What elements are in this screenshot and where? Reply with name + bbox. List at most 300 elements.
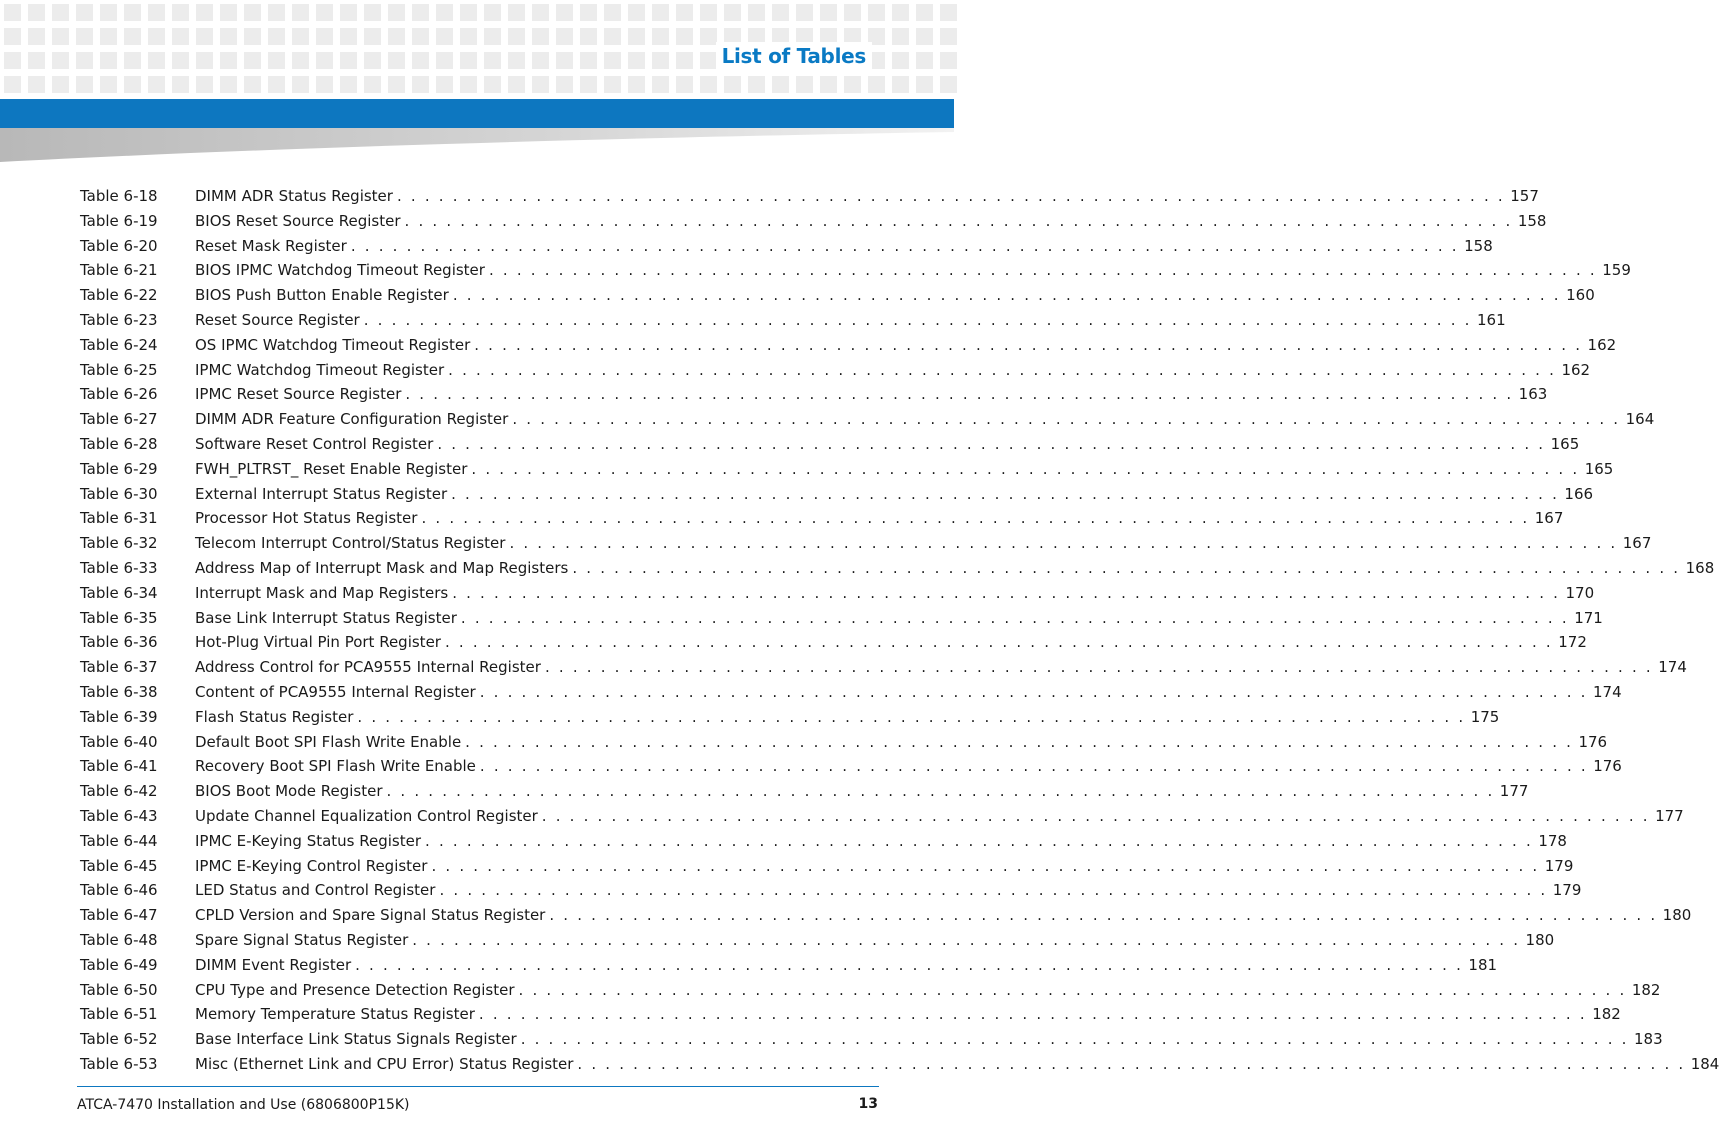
pattern-square xyxy=(508,52,525,69)
toc-entry-title: Spare Signal Status Register xyxy=(195,930,409,949)
toc-entry[interactable] xyxy=(80,209,1547,234)
pattern-square xyxy=(316,76,333,93)
toc-entry[interactable] xyxy=(80,730,1608,755)
footer-page-number: 13 xyxy=(858,1096,878,1112)
toc-entry-page: 168 xyxy=(1685,558,1715,577)
pattern-square xyxy=(868,4,885,21)
toc-entry-page: 161 xyxy=(1477,310,1506,329)
toc-entry-title: BIOS Push Button Enable Register xyxy=(195,286,449,305)
toc-entry[interactable] xyxy=(80,754,1622,779)
toc-entry-page: 162 xyxy=(1561,360,1591,379)
toc-entry-page: 167 xyxy=(1622,534,1652,553)
toc-entry-number: Table 6-45 xyxy=(80,856,158,875)
pattern-square xyxy=(652,28,669,45)
toc-entry[interactable] xyxy=(80,333,1617,358)
toc-entry-page: 183 xyxy=(1633,1030,1663,1049)
toc-entry-number: Table 6-37 xyxy=(80,658,158,677)
header-gray-swoosh xyxy=(0,128,954,164)
pattern-square xyxy=(124,52,141,69)
toc-entry-number: Table 6-47 xyxy=(80,906,158,925)
toc-entry[interactable] xyxy=(80,878,1582,903)
pattern-square xyxy=(820,76,837,93)
page-title: List of Tables xyxy=(716,42,872,70)
pattern-square xyxy=(148,28,165,45)
toc-dot-leader: . . . . . . . . . . . . . . . . . . . . . . . . . . . . . . . . . . . . . . . . . . . . . . . . . . . . . . . . . . . . . . . . . . . . . . . . . . . . . . . . xyxy=(509,534,1618,553)
toc-dot-leader: . . . . . . . . . . . . . . . . . . . . . . . . . . . . . . . . . . . . . . . . . . . . . . . . . . . . . . . . . . . . . . . . . . . . . . . . . . . . . . . . xyxy=(363,310,1472,329)
toc-entry-number: Table 6-22 xyxy=(80,286,158,305)
toc-entry-number: Table 6-24 xyxy=(80,335,158,354)
toc-dot-leader: . . . . . . . . . . . . . . . . . . . . . . . . . . . . . . . . . . . . . . . . . . . . . . . . . . . . . . . . . . . . . . . . . . . . . . . . . . . . . . . . xyxy=(549,906,1658,925)
pattern-square xyxy=(628,28,645,45)
toc-entry-page: 170 xyxy=(1565,583,1595,602)
pattern-square xyxy=(724,4,741,21)
pattern-square xyxy=(52,28,69,45)
toc-entry-title: Base Interface Link Status Signals Register xyxy=(195,1030,517,1049)
pattern-square xyxy=(76,52,93,69)
toc-entry-title: DIMM ADR Feature Configuration Register xyxy=(195,410,509,429)
toc-entry-title: IPMC E-Keying Control Register xyxy=(195,856,428,875)
pattern-square xyxy=(364,4,381,21)
toc-dot-leader: . . . . . . . . . . . . . . . . . . . . . . . . . . . . . . . . . . . . . . . . . . . . . . . . . . . . . . . . . . . . . . . . . . . . . . . . . . . . . . . . xyxy=(541,806,1650,825)
toc-entry-page: 157 xyxy=(1510,187,1539,205)
pattern-square xyxy=(340,28,357,45)
toc-entry-number: Table 6-33 xyxy=(80,558,158,577)
pattern-square xyxy=(916,52,933,69)
toc-entry-title: Reset Mask Register xyxy=(195,236,347,255)
toc-entry-number: Table 6-40 xyxy=(80,732,158,751)
toc-entry-number: Table 6-39 xyxy=(80,707,158,726)
toc-entry-page: 165 xyxy=(1584,459,1614,478)
pattern-square xyxy=(4,28,21,45)
pattern-square xyxy=(292,52,309,69)
toc-entry[interactable] xyxy=(80,407,1655,432)
toc-dot-leader: . . . . . . . . . . . . . . . . . . . . . . . . . . . . . . . . . . . . . . . . . . . . . . . . . . . . . . . . . . . . . . . . . . . . . . . . . . . . . . . . xyxy=(479,682,1588,701)
toc-dot-leader: . . . . . . . . . . . . . . . . . . . . . . . . . . . . . . . . . . . . . . . . . . . . . . . . . . . . . . . . . . . . . . . . . . . . . . . . . . . . . . . . xyxy=(412,930,1521,949)
toc-dot-leader: . . . . . . . . . . . . . . . . . . . . . . . . . . . . . . . . . . . . . . . . . . . . . . . . . . . . . . . . . . . . . . . . . . . . . . . . . . . . . . . . xyxy=(544,658,1653,677)
toc-entry[interactable] xyxy=(80,630,1587,655)
pattern-square xyxy=(364,52,381,69)
toc-entry-title: External Interrupt Status Register xyxy=(195,484,448,503)
pattern-square xyxy=(940,28,957,45)
pattern-square xyxy=(460,28,477,45)
toc-dot-leader: . . . . . . . . . . . . . . . . . . . . . . . . . . . . . . . . . . . . . . . . . . . . . . . . . . . . . . . . . . . . . . . . . . . . . . . . . . . . . . . . xyxy=(404,211,1513,230)
pattern-square xyxy=(412,4,429,21)
toc-entry-title: Base Link Interrupt Status Register xyxy=(195,608,457,627)
pattern-square xyxy=(604,4,621,21)
toc-entry-page: 181 xyxy=(1468,955,1498,974)
header-blue-bar xyxy=(0,99,954,128)
toc-dot-leader: . . . . . . . . . . . . . . . . . . . . . . . . . . . . . . . . . . . . . . . . . . . . . . . . . . . . . . . . . . . . . . . . . . . . . . . . . . . . . . . . xyxy=(465,732,1574,751)
pattern-square xyxy=(484,52,501,69)
footer-divider xyxy=(77,1086,879,1087)
pattern-square xyxy=(508,4,525,21)
pattern-square xyxy=(100,76,117,93)
pattern-square xyxy=(220,4,237,21)
toc-dot-leader: . . . . . . . . . . . . . . . . . . . . . . . . . . . . . . . . . . . . . . . . . . . . . . . . . . . . . . . . . . . . . . . . . . . . . . . . . . . . . . . . xyxy=(355,955,1464,974)
toc-entry-number: Table 6-52 xyxy=(80,1030,158,1049)
toc-entry-title: IPMC Reset Source Register xyxy=(195,385,402,404)
pattern-square xyxy=(28,28,45,45)
pattern-square xyxy=(148,52,165,69)
toc-entry-page: 162 xyxy=(1587,335,1617,354)
pattern-square xyxy=(940,4,957,21)
pattern-square xyxy=(148,76,165,93)
pattern-square xyxy=(292,76,309,93)
pattern-square xyxy=(388,52,405,69)
pattern-square xyxy=(220,52,237,69)
pattern-square xyxy=(796,76,813,93)
toc-entry-number: Table 6-18 xyxy=(80,187,158,205)
toc-entry-page: 163 xyxy=(1518,385,1548,404)
pattern-square xyxy=(652,4,669,21)
pattern-square xyxy=(892,76,909,93)
toc-entry-page: 172 xyxy=(1558,633,1587,652)
pattern-square xyxy=(364,28,381,45)
toc-dot-leader: . . . . . . . . . . . . . . . . . . . . . . . . . . . . . . . . . . . . . . . . . . . . . . . . . . . . . . . . . . . . . . . . . . . . . . . . . . . . . . . . xyxy=(425,831,1533,850)
pattern-square xyxy=(124,28,141,45)
toc-entry-number: Table 6-38 xyxy=(80,682,158,701)
pattern-square xyxy=(412,76,429,93)
pattern-square xyxy=(28,52,45,69)
toc-entry-number: Table 6-31 xyxy=(80,509,158,528)
toc-dot-leader: . . . . . . . . . . . . . . . . . . . . . . . . . . . . . . . . . . . . . . . . . . . . . . . . . . . . . . . . . . . . . . . . . . . . . . . . . . . . . . . . xyxy=(448,360,1557,379)
pattern-square xyxy=(628,52,645,69)
toc-dot-leader: . . . . . . . . . . . . . . . . . . . . . . . . . . . . . . . . . . . . . . . . . . . . . . . . . . . . . . . . . . . . . . . . . . . . . . . . . . . . . . . . xyxy=(478,1005,1587,1024)
toc-entry[interactable] xyxy=(80,978,1661,1003)
toc-entry[interactable] xyxy=(80,1027,1663,1052)
pattern-square xyxy=(436,4,453,21)
pattern-square xyxy=(532,4,549,21)
toc-entry-page: 175 xyxy=(1470,707,1500,726)
pattern-square xyxy=(316,4,333,21)
pattern-square xyxy=(772,4,789,21)
toc-entry-title: DIMM Event Register xyxy=(195,955,352,974)
pattern-square xyxy=(580,28,597,45)
pattern-square xyxy=(868,76,885,93)
toc-entry-page: 184 xyxy=(1690,1054,1719,1073)
toc-entry[interactable] xyxy=(80,854,1574,879)
toc-entry-number: Table 6-26 xyxy=(80,385,158,404)
toc-dot-leader: . . . . . . . . . . . . . . . . . . . . . . . . . . . . . . . . . . . . . . . . . . . . . . . . . . . . . . . . . . . . . . . . . . . . . . . . . . . . . . . . xyxy=(577,1054,1686,1073)
toc-entry-title: Processor Hot Status Register xyxy=(195,509,418,528)
toc-dot-leader: . . . . . . . . . . . . . . . . . . . . . . . . . . . . . . . . . . . . . . . . . . . . . . . . . . . . . . . . . . . . . . . . . . . . . . . . . . . . . . . . xyxy=(460,608,1569,627)
toc-entry-number: Table 6-19 xyxy=(80,211,158,230)
pattern-square xyxy=(292,28,309,45)
pattern-square xyxy=(268,4,285,21)
toc-entry-page: 167 xyxy=(1534,509,1564,528)
toc-entry-page: 158 xyxy=(1464,236,1493,255)
pattern-square xyxy=(604,52,621,69)
pattern-square xyxy=(628,76,645,93)
toc-entry[interactable] xyxy=(80,184,1539,209)
toc-entry[interactable] xyxy=(80,556,1715,581)
pattern-square xyxy=(76,4,93,21)
pattern-square xyxy=(4,4,21,21)
pattern-square xyxy=(604,76,621,93)
toc-dot-leader: . . . . . . . . . . . . . . . . . . . . . . . . . . . . . . . . . . . . . . . . . . . . . . . . . . . . . . . . . . . . . . . . . . . . . . . . . . . . . . . . xyxy=(421,509,1530,528)
toc-entry-page: 164 xyxy=(1625,410,1655,429)
pattern-square xyxy=(220,28,237,45)
toc-entry-number: Table 6-34 xyxy=(80,583,158,602)
toc-entry-title: Content of PCA9555 Internal Register xyxy=(195,682,476,701)
toc-entry-title: Address Map of Interrupt Mask and Map Registers xyxy=(195,558,569,577)
toc-entry[interactable] xyxy=(80,482,1594,507)
toc-entry-number: Table 6-29 xyxy=(80,459,158,478)
pattern-square xyxy=(196,76,213,93)
toc-entry[interactable] xyxy=(80,680,1622,705)
pattern-square xyxy=(220,76,237,93)
pattern-square xyxy=(676,76,693,93)
toc-entry-page: 179 xyxy=(1552,881,1582,900)
toc-entry-title: CPU Type and Presence Detection Register xyxy=(195,980,515,999)
pattern-square xyxy=(436,28,453,45)
toc-dot-leader: . . . . . . . . . . . . . . . . . . . . . . . . . . . . . . . . . . . . . . . . . . . . . . . . . . . . . . . . . . . . . . . . . . . . . . . . . . . . . . . . xyxy=(452,286,1561,305)
toc-dot-leader: . . . . . . . . . . . . . . . . . . . . . . . . . . . . . . . . . . . . . . . . . . . . . . . . . . . . . . . . . . . . . . . . . . . . . . . . . . . . . . . . xyxy=(572,558,1681,577)
toc-entry-title: Memory Temperature Status Register xyxy=(195,1005,475,1024)
pattern-square xyxy=(700,52,717,69)
toc-entry[interactable] xyxy=(80,308,1506,333)
pattern-square xyxy=(820,4,837,21)
toc-entry-page: 179 xyxy=(1544,856,1574,875)
pattern-square xyxy=(172,4,189,21)
toc-entry[interactable] xyxy=(80,457,1614,482)
pattern-square xyxy=(892,52,909,69)
pattern-square xyxy=(916,28,933,45)
toc-entry[interactable] xyxy=(80,928,1555,953)
toc-entry-title: CPLD Version and Spare Signal Status Register xyxy=(195,906,546,925)
toc-entry-title: Address Control for PCA9555 Internal Register xyxy=(195,658,541,677)
pattern-square xyxy=(316,28,333,45)
toc-entry-title: Hot-Plug Virtual Pin Port Register xyxy=(195,633,441,652)
toc-entry[interactable] xyxy=(80,358,1591,383)
toc-entry[interactable] xyxy=(80,258,1631,283)
toc-entry-page: 159 xyxy=(1602,261,1631,280)
toc-entry-page: 180 xyxy=(1662,906,1692,925)
toc-entry-page: 166 xyxy=(1564,484,1594,503)
pattern-square xyxy=(388,28,405,45)
pattern-square xyxy=(4,76,21,93)
pattern-square xyxy=(916,4,933,21)
toc-entry[interactable] xyxy=(80,1052,1719,1077)
toc-entry[interactable] xyxy=(80,581,1595,606)
pattern-square xyxy=(532,76,549,93)
toc-dot-leader: . . . . . . . . . . . . . . . . . . . . . . . . . . . . . . . . . . . . . . . . . . . . . . . . . . . . . . . . . . . . . . . . . . . . . . . . . . . . . . . . xyxy=(405,385,1514,404)
toc-dot-leader: . . . . . . . . . . . . . . . . . . . . . . . . . . . . . . . . . . . . . . . . . . . . . . . . . . . . . . . . . . . . . . . . . . . . . . . . . . . . . . . . xyxy=(386,782,1495,801)
pattern-square xyxy=(940,76,957,93)
pattern-square xyxy=(268,76,285,93)
toc-entry[interactable] xyxy=(80,234,1493,259)
toc-entry-page: 180 xyxy=(1525,930,1555,949)
pattern-square xyxy=(628,4,645,21)
toc-dot-leader: . . . . . . . . . . . . . . . . . . . . . . . . . . . . . . . . . . . . . . . . . . . . . . . . . . . . . . . . . . . . . . . . . . . . . . . . . . . . . . . . xyxy=(396,187,1505,205)
pattern-square xyxy=(892,4,909,21)
pattern-square xyxy=(508,28,525,45)
pattern-square xyxy=(412,28,429,45)
pattern-square xyxy=(196,28,213,45)
pattern-square xyxy=(484,76,501,93)
toc-entry-title: Software Reset Control Register xyxy=(195,434,434,453)
toc-entry-number: Table 6-20 xyxy=(80,236,158,255)
toc-entry-number: Table 6-49 xyxy=(80,955,158,974)
pattern-square xyxy=(100,28,117,45)
toc-entry[interactable] xyxy=(80,506,1564,531)
toc-entry-page: 174 xyxy=(1658,658,1687,677)
toc-dot-leader: . . . . . . . . . . . . . . . . . . . . . . . . . . . . . . . . . . . . . . . . . . . . . . . . . . . . . . . . . . . . . . . . . . . . . . . . . . . . . . . . xyxy=(452,583,1561,602)
pattern-square xyxy=(676,4,693,21)
toc-entry[interactable] xyxy=(80,804,1684,829)
pattern-square xyxy=(700,76,717,93)
toc-entry[interactable] xyxy=(80,283,1595,308)
pattern-square xyxy=(172,28,189,45)
pattern-square xyxy=(268,52,285,69)
toc-entry[interactable] xyxy=(80,606,1603,631)
toc-dot-leader: . . . . . . . . . . . . . . . . . . . . . . . . . . . . . . . . . . . . . . . . . . . . . . . . . . . . . . . . . . . . . . . . . . . . . . . . . . . . . . . . xyxy=(437,434,1546,453)
toc-entry-number: Table 6-44 xyxy=(80,831,158,850)
pattern-square xyxy=(940,52,957,69)
toc-entry-page: 174 xyxy=(1593,682,1622,701)
toc-dot-leader: . . . . . . . . . . . . . . . . . . . . . . . . . . . . . . . . . . . . . . . . . . . . . . . . . . . . . . . . . . . . . . . . . . . . . . . . . . . . . . . . xyxy=(431,856,1540,875)
pattern-square xyxy=(76,76,93,93)
toc-entry-page: 177 xyxy=(1499,782,1529,801)
toc-entry-page: 158 xyxy=(1517,211,1547,230)
toc-entry-number: Table 6-48 xyxy=(80,930,158,949)
toc-entry-page: 160 xyxy=(1566,286,1595,305)
toc-entry[interactable] xyxy=(80,531,1652,556)
pattern-square xyxy=(124,4,141,21)
pattern-square xyxy=(484,4,501,21)
toc-entry[interactable] xyxy=(80,779,1529,804)
toc-entry-page: 182 xyxy=(1631,980,1661,999)
toc-entry-page: 171 xyxy=(1574,608,1603,627)
pattern-square xyxy=(436,76,453,93)
pattern-square xyxy=(292,4,309,21)
list-of-tables xyxy=(80,184,1719,1077)
pattern-square xyxy=(124,76,141,93)
toc-dot-leader: . . . . . . . . . . . . . . . . . . . . . . . . . . . . . . . . . . . . . . . . . . . . . . . . . . . . . . . . . . . . . . . . . . . . . . . . . . . . . . . . xyxy=(474,335,1583,354)
pattern-square xyxy=(100,4,117,21)
toc-entry[interactable] xyxy=(80,432,1580,457)
pattern-square xyxy=(388,76,405,93)
pattern-square xyxy=(148,4,165,21)
pattern-square xyxy=(340,52,357,69)
pattern-square xyxy=(796,4,813,21)
toc-entry-number: Table 6-27 xyxy=(80,410,158,429)
toc-entry-title: Update Channel Equalization Control Register xyxy=(195,806,538,825)
pattern-square xyxy=(556,52,573,69)
toc-entry-title: Default Boot SPI Flash Write Enable xyxy=(195,732,462,751)
toc-entry-title: BIOS IPMC Watchdog Timeout Register xyxy=(195,261,485,280)
toc-entry-title: Reset Source Register xyxy=(195,310,360,329)
toc-entry-page: 178 xyxy=(1538,831,1567,850)
pattern-square xyxy=(700,28,717,45)
toc-dot-leader: . . . . . . . . . . . . . . . . . . . . . . . . . . . . . . . . . . . . . . . . . . . . . . . . . . . . . . . . . . . . . . . . . . . . . . . . . . . . . . . . xyxy=(357,707,1466,726)
pattern-square xyxy=(580,52,597,69)
pattern-square xyxy=(532,28,549,45)
pattern-square xyxy=(316,52,333,69)
toc-dot-leader: . . . . . . . . . . . . . . . . . . . . . . . . . . . . . . . . . . . . . . . . . . . . . . . . . . . . . . . . . . . . . . . . . . . . . . . . . . . . . . . . xyxy=(518,980,1627,999)
pattern-square xyxy=(556,28,573,45)
toc-entry-number: Table 6-42 xyxy=(80,782,158,801)
pattern-square xyxy=(52,4,69,21)
toc-entry[interactable] xyxy=(80,1002,1621,1027)
pattern-square xyxy=(4,52,21,69)
footer-document-title: ATCA-7470 Installation and Use (6806800P15K) xyxy=(77,1097,410,1113)
pattern-square xyxy=(916,76,933,93)
pattern-square xyxy=(196,4,213,21)
pattern-square xyxy=(556,4,573,21)
toc-entry-title: OS IPMC Watchdog Timeout Register xyxy=(195,335,471,354)
toc-entry-title: IPMC Watchdog Timeout Register xyxy=(195,360,445,379)
pattern-square xyxy=(556,76,573,93)
pattern-square xyxy=(676,28,693,45)
toc-entry-title: LED Status and Control Register xyxy=(195,881,436,900)
toc-dot-leader: . . . . . . . . . . . . . . . . . . . . . . . . . . . . . . . . . . . . . . . . . . . . . . . . . . . . . . . . . . . . . . . . . . . . . . . . . . . . . . . . xyxy=(350,236,1459,255)
pattern-square xyxy=(340,76,357,93)
toc-entry-number: Table 6-46 xyxy=(80,881,158,900)
pattern-square xyxy=(652,76,669,93)
pattern-square xyxy=(172,52,189,69)
toc-dot-leader: . . . . . . . . . . . . . . . . . . . . . . . . . . . . . . . . . . . . . . . . . . . . . . . . . . . . . . . . . . . . . . . . . . . . . . . . . . . . . . . . xyxy=(512,410,1621,429)
pattern-square xyxy=(652,52,669,69)
toc-entry-page: 176 xyxy=(1593,757,1622,776)
pattern-square xyxy=(28,76,45,93)
toc-entry-title: FWH_PLTRST_ Reset Enable Register xyxy=(195,459,468,478)
pattern-square xyxy=(724,76,741,93)
toc-entry-number: Table 6-35 xyxy=(80,608,158,627)
toc-dot-leader: . . . . . . . . . . . . . . . . . . . . . . . . . . . . . . . . . . . . . . . . . . . . . . . . . . . . . . . . . . . . . . . . . . . . . . . . . . . . . . . . xyxy=(451,484,1560,503)
pattern-square xyxy=(844,4,861,21)
toc-entry[interactable] xyxy=(80,655,1687,680)
toc-entry-number: Table 6-23 xyxy=(80,310,158,329)
pattern-square xyxy=(748,76,765,93)
toc-dot-leader: . . . . . . . . . . . . . . . . . . . . . . . . . . . . . . . . . . . . . . . . . . . . . . . . . . . . . . . . . . . . . . . . . . . . . . . . . . . . . . . . xyxy=(520,1030,1629,1049)
toc-entry[interactable] xyxy=(80,705,1500,730)
toc-entry-title: DIMM ADR Status Register xyxy=(195,187,393,205)
toc-entry[interactable] xyxy=(80,829,1567,854)
toc-entry[interactable] xyxy=(80,953,1498,978)
toc-entry-page: 176 xyxy=(1578,732,1608,751)
pattern-square xyxy=(460,52,477,69)
pattern-square xyxy=(52,76,69,93)
toc-entry-title: BIOS Reset Source Register xyxy=(195,211,401,230)
pattern-square xyxy=(772,76,789,93)
pattern-square xyxy=(676,52,693,69)
toc-entry-title: BIOS Boot Mode Register xyxy=(195,782,383,801)
toc-entry[interactable] xyxy=(80,382,1548,407)
pattern-square xyxy=(340,4,357,21)
toc-entry-title: Recovery Boot SPI Flash Write Enable xyxy=(195,757,476,776)
pattern-square xyxy=(52,52,69,69)
toc-entry-number: Table 6-41 xyxy=(80,757,158,776)
pattern-square xyxy=(364,76,381,93)
pattern-square xyxy=(388,4,405,21)
pattern-square xyxy=(196,52,213,69)
toc-entry[interactable] xyxy=(80,903,1692,928)
toc-dot-leader: . . . . . . . . . . . . . . . . . . . . . . . . . . . . . . . . . . . . . . . . . . . . . . . . . . . . . . . . . . . . . . . . . . . . . . . . . . . . . . . . xyxy=(439,881,1548,900)
toc-entry-title: Interrupt Mask and Map Registers xyxy=(195,583,449,602)
pattern-square xyxy=(244,28,261,45)
pattern-square xyxy=(244,4,261,21)
toc-entry-title: Telecom Interrupt Control/Status Register xyxy=(195,534,506,553)
toc-entry-number: Table 6-21 xyxy=(80,261,158,280)
toc-entry-number: Table 6-51 xyxy=(80,1005,158,1024)
pattern-square xyxy=(892,28,909,45)
pattern-square xyxy=(412,52,429,69)
pattern-square xyxy=(460,76,477,93)
toc-dot-leader: . . . . . . . . . . . . . . . . . . . . . . . . . . . . . . . . . . . . . . . . . . . . . . . . . . . . . . . . . . . . . . . . . . . . . . . . . . . . . . . . xyxy=(479,757,1588,776)
toc-entry-title: IPMC E-Keying Status Register xyxy=(195,831,422,850)
toc-dot-leader: . . . . . . . . . . . . . . . . . . . . . . . . . . . . . . . . . . . . . . . . . . . . . . . . . . . . . . . . . . . . . . . . . . . . . . . . . . . . . . . . xyxy=(444,633,1553,652)
